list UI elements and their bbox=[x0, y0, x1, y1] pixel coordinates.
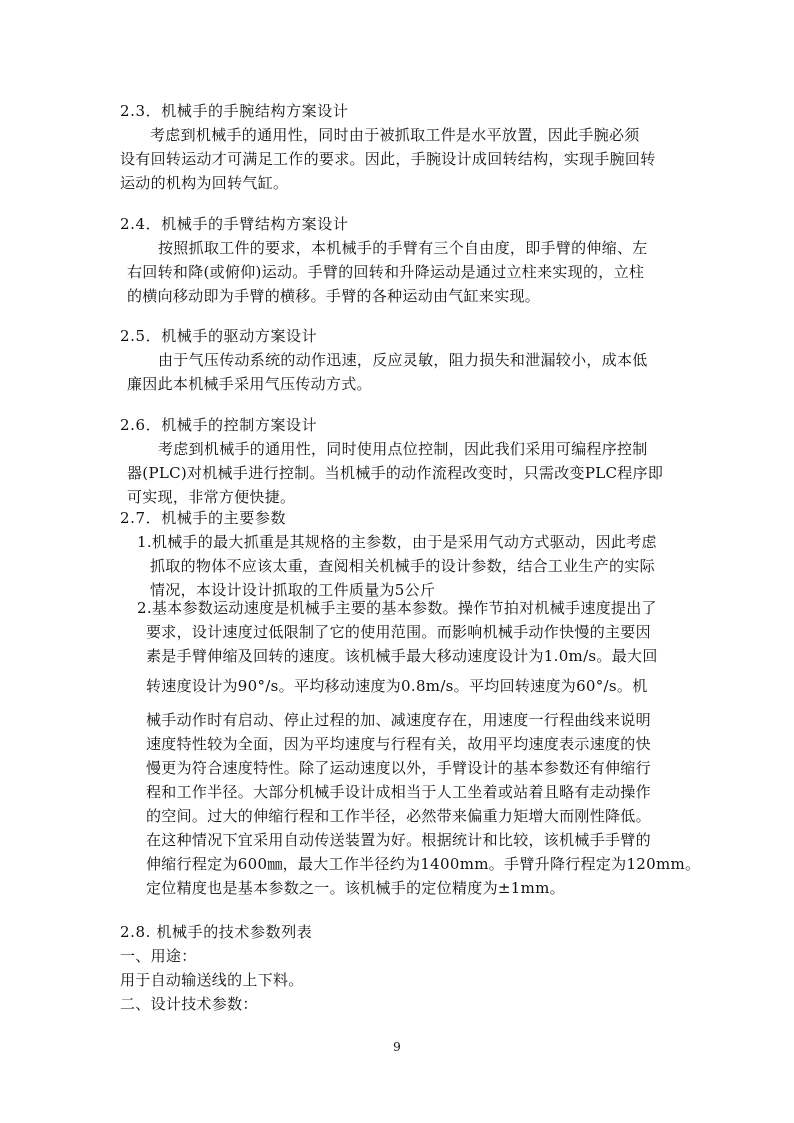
section-2-6-heading: 2.6．机械手的控制方案设计 bbox=[120, 416, 318, 434]
param-item-2-line: 定位精度也是基本参数之一。该机械手的定位精度为±1mm。 bbox=[146, 879, 565, 897]
section-2-4-line: 的横向移动即为手臂的横移。手臂的各种运动由气缸来实现。 bbox=[127, 287, 541, 305]
param-item-1-line: 1.机械手的最大抓重是其规格的主参数，由于是采用气动方式驱动，因此考虑 bbox=[137, 533, 657, 551]
section-2-4-line: 按照抓取工件的要求，本机械手的手臂有三个自由度，即手臂的伸缩、左 bbox=[158, 239, 648, 257]
section-2-4-line: 右回转和降(或俯仰)运动。手臂的回转和升降运动是通过立柱来实现的，立柱 bbox=[127, 263, 645, 281]
param-item-2-line: 伸缩行程定为600㎜，最大工作半径约为1400mm。手臂升降行程定为120mm。 bbox=[146, 855, 701, 873]
section-2-6-line: 考虑到机械手的通用性，同时使用点位控制，因此我们采用可编程序控制 bbox=[158, 440, 648, 458]
param-item-2-line: 2.基本参数运动速度是机械手主要的基本参数。操作节拍对机械手速度提出了 bbox=[137, 599, 657, 617]
section-2-3-heading: 2.3．机械手的手腕结构方案设计 bbox=[120, 102, 349, 120]
param-item-2-line: 的空间。过大的伸缩行程和工作半径，必然带来偏重力矩增大而刚性降低。 bbox=[146, 807, 651, 825]
param-item-1-line: 情况，本设计设计抓取的工件质量为5公斤 bbox=[150, 581, 436, 599]
section-2-8-line: 用于自动输送线的上下料。 bbox=[120, 971, 304, 989]
param-item-2-line: 械手动作时有启动、停止过程的加、减速度存在，用速度一行程曲线来说明 bbox=[146, 711, 651, 729]
section-2-5-line: 由于气压传动系统的动作迅速，反应灵敏，阻力损失和泄漏较小，成本低 bbox=[158, 351, 648, 369]
section-2-3-line: 运动的机构为回转气缸。 bbox=[120, 174, 289, 192]
param-item-1-line: 抓取的物体不应该太重，查阅相关机械手的设计参数，结合工业生产的实际 bbox=[150, 557, 655, 575]
section-2-5-heading: 2.5．机械手的驱动方案设计 bbox=[120, 327, 318, 345]
page-number: 9 bbox=[393, 1040, 401, 1054]
section-2-6-line: 可实现，非常方便快捷。 bbox=[127, 488, 296, 506]
section-2-3-line: 考虑到机械手的通用性，同时由于被抓取工件是水平放置，因此手腕必须 bbox=[150, 126, 640, 144]
param-item-2-line: 素是手臂伸缩及回转的速度。该机械手最大移动速度设计为1.0m/s。最大回 bbox=[146, 647, 658, 665]
section-2-7-heading: 2.7．机械手的主要参数 bbox=[120, 509, 287, 527]
section-2-3-line: 设有回转运动才可满足工作的要求。因此，手腕设计成回转结构，实现手腕回转 bbox=[120, 150, 656, 168]
section-2-8-line: 一、用途： bbox=[120, 947, 197, 965]
param-item-2-line: 慢更为符合速度特性。除了运动速度以外，手臂设计的基本参数还有伸缩行 bbox=[146, 759, 651, 777]
param-item-2-line: 要求，设计速度过低限制了它的使用范围。而影响机械手动作快慢的主要因 bbox=[146, 623, 651, 641]
param-item-2-line: 转速度设计为90°/s。平均移动速度为0.8m/s。平均回转速度为60°/s。机 bbox=[146, 677, 648, 695]
param-item-2-line: 速度特性较为全面，因为平均速度与行程有关，故用平均速度表示速度的快 bbox=[146, 735, 651, 753]
section-2-5-line: 廉因此本机械手采用气压传动方式。 bbox=[127, 375, 372, 393]
section-2-4-heading: 2.4．机械手的手臂结构方案设计 bbox=[120, 215, 349, 233]
section-2-6-line: 器(PLC)对机械手进行控制。当机械手的动作流程改变时，只需改变PLC程序即 bbox=[127, 464, 664, 482]
param-item-2-line: 在这种情况下宜采用自动传送装置为好。根据统计和比较，该机械手手臂的 bbox=[146, 831, 651, 849]
param-item-2-line: 程和工作半径。大部分机械手设计成相当于人工坐着或站着且略有走动操作 bbox=[146, 783, 651, 801]
section-2-8-heading: 2.8. 机械手的技术参数列表 bbox=[120, 923, 313, 941]
section-2-8-line: 二、设计技术参数： bbox=[120, 995, 258, 1013]
